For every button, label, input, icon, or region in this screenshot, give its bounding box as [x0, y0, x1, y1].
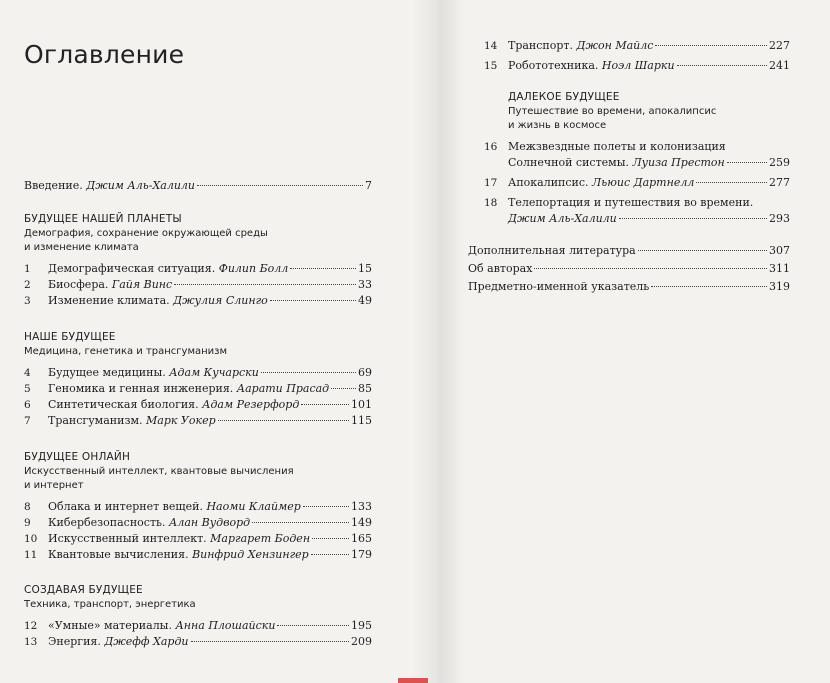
toc-entry: [24, 634, 372, 650]
entry-page: 311: [769, 262, 790, 275]
chapter-number: 15: [484, 60, 498, 72]
section-subtitle-line: и жизнь в космосе: [508, 120, 607, 131]
section-subtitle-line: Медицина, генетика и трансгуманизм: [24, 346, 228, 357]
entry-title: Солнечной системы.: [508, 156, 629, 169]
section-subtitle: [24, 598, 372, 612]
toc-entry: [24, 531, 372, 547]
entry-title: Энергия.: [48, 635, 101, 648]
leader-dots: [677, 65, 767, 66]
entry-title: Демографическая ситуация.: [48, 262, 216, 275]
leader-dots: [638, 250, 767, 251]
toc-entry-bibliography: [468, 243, 790, 259]
entry-page: 115: [351, 414, 372, 427]
entry-title: «Умные» материалы.: [48, 619, 172, 632]
entry-author: Филип Болл: [218, 262, 289, 275]
entry-author: Адам Резерфорд: [202, 398, 300, 411]
toc-entry: [24, 413, 372, 429]
chapter-number: 14: [484, 40, 498, 52]
entry-title: Апокалипсис.: [508, 176, 589, 189]
entry-author: Джим Аль-Халили: [86, 179, 196, 192]
section-heading: НАШЕ БУДУЩЕЕ: [24, 331, 116, 343]
leader-dots: [696, 182, 767, 183]
leader-dots: [311, 554, 349, 555]
leader-dots: [312, 538, 349, 539]
entry-title: Квантовые вычисления.: [48, 548, 189, 561]
entry-title: Синтетическая биология.: [48, 398, 199, 411]
entry-page: 85: [358, 382, 372, 395]
entry-title: Изменение климата.: [48, 294, 170, 307]
entry-author: Луиза Престон: [632, 156, 725, 169]
leader-dots: [303, 506, 349, 507]
toc-right-column: [468, 38, 790, 295]
entry-page: 33: [358, 278, 372, 291]
leader-dots: [534, 268, 767, 269]
section-heading: БУДУЩЕЕ ОНЛАЙН: [24, 451, 131, 463]
back-matter: [468, 243, 790, 295]
entry-title: Кибербезопасность.: [48, 516, 166, 529]
bookmark-ribbon: [398, 678, 428, 683]
leader-dots: [651, 286, 767, 287]
entry-page: 319: [769, 280, 790, 293]
section-subtitle-line: Путешествие во времени, апокалипсис: [508, 106, 717, 117]
toc-entry: [24, 261, 372, 277]
chapter-number: 6: [24, 399, 31, 411]
entry-page: 209: [351, 635, 372, 648]
entry-author: Ноэл Шарки: [601, 59, 675, 72]
entry-page: 49: [358, 294, 372, 307]
entry-page: 277: [769, 176, 790, 189]
leader-dots: [218, 420, 349, 421]
entry-title: Искусственный интеллект.: [48, 532, 207, 545]
entry-page: 227: [769, 39, 790, 52]
leader-dots: [277, 625, 349, 626]
entry-page: 259: [769, 156, 790, 169]
section-subtitle: [24, 227, 372, 255]
section-heading: ДАЛЕКОЕ БУДУЩЕЕ: [508, 91, 620, 103]
leader-dots: [331, 388, 356, 389]
toc-entry: [24, 499, 372, 515]
section-online-future: [24, 450, 372, 563]
chapter-number: 16: [484, 141, 498, 153]
entry-title: Облака и интернет вещей.: [48, 500, 203, 513]
toc-entry-intro: [24, 178, 372, 194]
toc-entry-16: [484, 139, 790, 155]
section-our-future: [24, 330, 372, 429]
entry-author: Алан Вудворд: [169, 516, 251, 529]
entry-title: Трансгуманизм.: [48, 414, 143, 427]
toc-entry-18-cont: [484, 211, 790, 227]
entry-title: Геномика и генная инженерия.: [48, 382, 234, 395]
entry-title: Межзвездные полеты и колонизация: [508, 140, 726, 153]
entry-page: 241: [769, 59, 790, 72]
chapter-number: 18: [484, 197, 498, 209]
toc-entry-16-cont: [484, 155, 790, 171]
entry-title: Транспорт.: [508, 39, 574, 52]
entry-author: Маргарет Боден: [210, 532, 311, 545]
entry-author: Наоми Клаймер: [206, 500, 301, 513]
page-title: Оглавление: [24, 40, 185, 69]
chapter-number: 13: [24, 636, 38, 648]
entry-author: Джон Майлс: [576, 39, 654, 52]
entry-page: 307: [769, 244, 790, 257]
entry-title: Предметно-именной указатель: [468, 280, 650, 293]
chapter-number: 12: [24, 620, 38, 632]
section-subtitle: [24, 345, 372, 359]
entry-title: Биосфера.: [48, 278, 109, 291]
leader-dots: [290, 268, 356, 269]
chapter-number: 7: [24, 415, 31, 427]
section-far-future: [484, 90, 790, 133]
entry-author: Адам Кучарски: [169, 366, 259, 379]
section-our-planet: [24, 212, 372, 309]
toc-entry-18: [484, 195, 790, 211]
entry-page: 149: [351, 516, 372, 529]
leader-dots: [252, 522, 349, 523]
chapter-number: 17: [484, 177, 498, 189]
entry-title: Робототехника.: [508, 59, 599, 72]
entry-author: Винфрид Хензингер: [192, 548, 309, 561]
toc-entry: [484, 38, 790, 54]
toc-entry-17: [484, 175, 790, 191]
entry-title: Об авторах: [468, 262, 533, 275]
toc-left-column: [24, 178, 372, 650]
toc-entry: [24, 547, 372, 563]
toc-entry-authors: [468, 261, 790, 277]
section-subtitle: [24, 465, 372, 493]
entry-author: Гайя Винс: [111, 278, 173, 291]
chapter-number: 3: [24, 295, 31, 307]
section-subtitle: [508, 105, 790, 133]
entry-page: 15: [358, 262, 372, 275]
leader-dots: [619, 218, 767, 219]
entry-author: Джефф Харди: [104, 635, 189, 648]
chapter-number: 11: [24, 549, 38, 561]
chapter-number: 2: [24, 279, 31, 291]
leader-dots: [727, 162, 767, 163]
entry-author: Льюис Дартнелл: [592, 176, 695, 189]
entry-page: 165: [351, 532, 372, 545]
chapter-number: 8: [24, 501, 31, 513]
toc-entry: [24, 381, 372, 397]
entry-page: 7: [365, 179, 372, 192]
entry-title: Введение.: [24, 179, 83, 192]
toc-entry: [24, 618, 372, 634]
section-creating-future: [24, 583, 372, 650]
toc-entry: [24, 515, 372, 531]
entry-page: 293: [769, 212, 790, 225]
section-subtitle-line: и изменение климата: [24, 242, 139, 253]
entry-page: 195: [351, 619, 372, 632]
entry-author: Джим Аль-Халили: [508, 212, 617, 225]
entry-title: Телепортация и путешествия во времени.: [508, 196, 754, 209]
leader-dots: [197, 185, 363, 186]
toc-entry: [24, 397, 372, 413]
chapter-number: 5: [24, 383, 31, 395]
chapter-number: 10: [24, 533, 38, 545]
leader-dots: [270, 300, 356, 301]
chapter-number: 4: [24, 367, 31, 379]
entry-page: 69: [358, 366, 372, 379]
leader-dots: [301, 404, 349, 405]
entry-page: 101: [351, 398, 372, 411]
entry-title: Дополнительная литература: [468, 244, 636, 257]
toc-entry: [24, 277, 372, 293]
chapter-number: 9: [24, 517, 31, 529]
section-subtitle-line: Техника, транспорт, энергетика: [24, 599, 196, 610]
section-subtitle-line: и интернет: [24, 480, 84, 491]
entry-page: 179: [351, 548, 372, 561]
entry-author: Аарати Прасад: [236, 382, 330, 395]
page-gutter: [412, 0, 464, 683]
chapter-number: 1: [24, 263, 31, 275]
section-subtitle-line: Демография, сохранение окружающей среды: [24, 228, 268, 239]
toc-entry: [484, 58, 790, 74]
leader-dots: [655, 45, 767, 46]
entry-page: 133: [351, 500, 372, 513]
leader-dots: [191, 641, 349, 642]
entry-author: Джулия Слинго: [173, 294, 268, 307]
section-subtitle-line: Искусственный интеллект, квантовые вычисления: [24, 466, 294, 477]
section-heading: БУДУЩЕЕ НАШЕЙ ПЛАНЕТЫ: [24, 213, 182, 225]
toc-entry: [24, 293, 372, 309]
entry-author: Анна Плошайски: [175, 619, 276, 632]
entry-title: Будущее медицины.: [48, 366, 166, 379]
toc-entry: [24, 365, 372, 381]
leader-dots: [261, 372, 356, 373]
entry-author: Марк Уокер: [146, 414, 216, 427]
section-heading: СОЗДАВАЯ БУДУЩЕЕ: [24, 584, 143, 596]
toc-entry-index: [468, 279, 790, 295]
leader-dots: [174, 284, 356, 285]
